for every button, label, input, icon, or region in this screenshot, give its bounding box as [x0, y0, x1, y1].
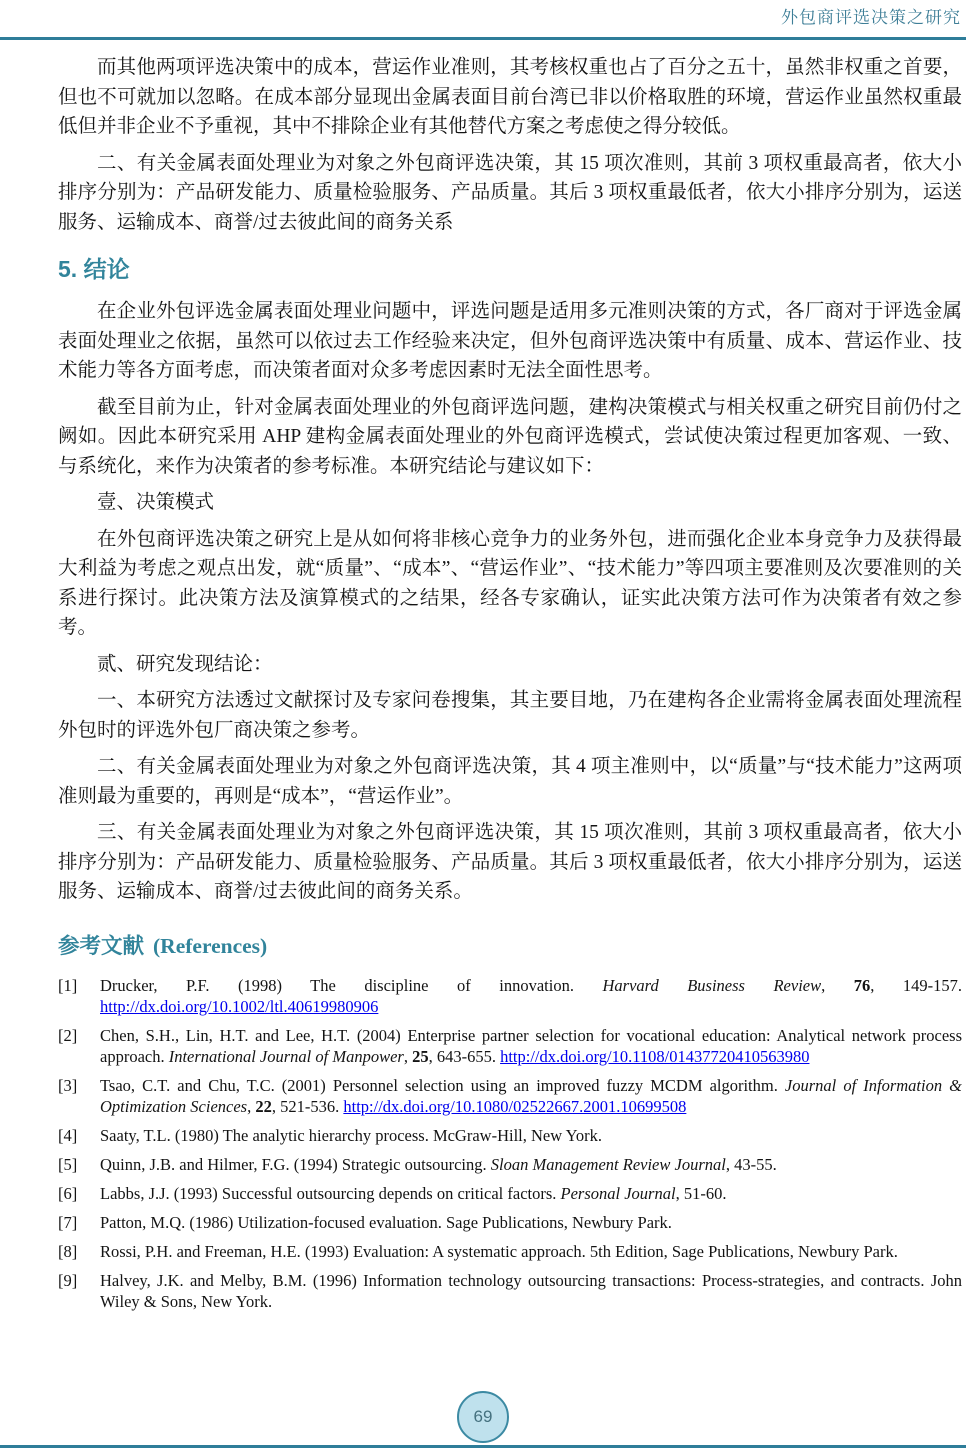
reference-text	[100, 1241, 962, 1262]
reference-segment: , 521-536.	[271, 1096, 344, 1116]
paragraph: 壹、决策模式	[97, 492, 215, 513]
paragraph: 贰、研究发现结论：	[97, 653, 273, 675]
reference-text	[100, 1154, 962, 1175]
reference-segment: Personal Journal	[560, 1183, 676, 1203]
reference-item	[58, 1154, 962, 1175]
reference-segment: Halvey, J.K. and Melby, B.M. (1996) Information technology outsourcing transactions: Process-strategies, and contracts. John Wiley & Sons, New York.	[100, 1270, 962, 1311]
doi-link[interactable]: http://dx.doi.org/10.1080/02522667.2001.10699508	[343, 1096, 687, 1116]
reference-segment: ,	[821, 975, 854, 995]
reference-segment: Sloan Management Review Journal	[490, 1154, 726, 1174]
reference-item	[58, 1183, 962, 1204]
reference-item	[58, 1075, 962, 1117]
paragraph: 而其他两项评选决策中的成本，营运作业准则，其考核权重也占了百分之五十，虽然非权重之首要，但也不可就加以忽略。在成本部分显现出金属表面目前台湾已非以价格取胜的环境，营运作业虽然权重最低但并非企业不予重视，其中不排除企业有其他替代方案之考虑使之得分较低。	[58, 57, 962, 137]
page-number: 69	[473, 1407, 493, 1426]
reference-text	[100, 1183, 962, 1204]
reference-text	[100, 1212, 962, 1233]
reference-segment: 25	[412, 1046, 429, 1066]
paragraph: 一、本研究方法透过文献探讨及专家问卷搜集，其主要目地，乃在建构各企业需将金属表面处理流程外包时的评选外包厂商决策之参考。	[58, 690, 962, 741]
reference-number: [5]	[58, 1154, 78, 1174]
reference-segment: Labbs, J.J. (1993) Successful outsourcing depends on critical factors.	[100, 1183, 561, 1203]
paragraph: 截至目前为止，针对金属表面处理业的外包商评选问题，建构决策模式与相关权重之研究目前仍付之阙如。因此本研究采用 AHP 建构金属表面处理业的外包商评选模式，尝试使决策过程更加客观、一致、与系统化，来作为决策者的参考标准。本研究结论与建议如下：	[58, 396, 962, 477]
header-rule	[0, 37, 966, 40]
reference-number: [1]	[58, 975, 78, 995]
reference-segment: Saaty, T.L. (1980) The analytic hierarchy process. McGraw-Hill, New York.	[100, 1125, 603, 1145]
reference-text	[100, 1075, 962, 1117]
reference-item	[58, 1212, 962, 1233]
reference-number: [2]	[58, 1025, 78, 1045]
reference-segment: Rossi, P.H. and Freeman, H.E. (1993) Evaluation: A systematic approach. 5th Edition, Sage Publications, Newbury Park.	[100, 1241, 898, 1261]
reference-number: [7]	[58, 1212, 78, 1232]
reference-segment: 76	[853, 975, 871, 995]
reference-number: [8]	[58, 1241, 78, 1261]
reference-segment: ,	[247, 1096, 256, 1116]
reference-number: [4]	[58, 1125, 78, 1145]
doi-link[interactable]: http://dx.doi.org/10.1108/01437720410563980	[500, 1046, 810, 1066]
reference-segment: International Journal of Manpower	[168, 1046, 404, 1066]
reference-text	[100, 1125, 962, 1146]
running-head-title: 外包商评选决策之研究	[781, 8, 961, 27]
page-number-badge	[457, 1391, 509, 1443]
reference-item	[58, 1125, 962, 1146]
reference-text	[100, 1270, 962, 1312]
reference-item	[58, 1270, 962, 1312]
reference-text	[100, 1025, 962, 1067]
reference-segment: Quinn, J.B. and Hilmer, F.G. (1994) Strategic outsourcing.	[100, 1154, 491, 1174]
reference-number: [3]	[58, 1075, 78, 1095]
reference-segment: , 51-60.	[675, 1183, 727, 1203]
references-heading	[58, 929, 962, 960]
body-text	[58, 53, 962, 907]
references-heading-en: (References)	[153, 933, 268, 958]
page-content	[58, 53, 962, 1320]
paragraph: 在企业外包评选金属表面处理业问题中，评选问题是适用多元准则决策的方式，各厂商对于评选金属表面处理业之依据，虽然可以依过去工作经验来决定，但外包商评选决策中有质量、成本、营运作业、技术能力等各方面考虑，而决策者面对众多考虑因素时无法全面性思考。	[58, 301, 962, 381]
reference-segment: ,	[403, 1046, 413, 1066]
reference-segment: 22	[255, 1096, 272, 1116]
reference-segment: , 643-655.	[428, 1046, 501, 1066]
page-header	[0, 3, 961, 28]
reference-item	[58, 975, 962, 1017]
reference-text	[100, 975, 962, 1017]
reference-number: [9]	[58, 1270, 78, 1290]
reference-segment: Journal of Information & Optimization Sciences	[100, 1075, 962, 1116]
reference-segment: Drucker, P.F. (1998) The discipline of innovation.	[100, 975, 603, 995]
paragraph: 在外包商评选决策之研究上是从如何将非核心竞争力的业务外包，进而强化企业本身竞争力及获得最大利益为考虑之观点出发，就“质量”、“成本”、“营运作业”、“技术能力”等四项主要准则及次要准则的关系进行探讨。此决策方法及演算模式的之结果，经各专家确认，证实此决策方法可作为决策者有效之参考。	[58, 528, 962, 638]
paragraph: 二、有关金属表面处理业为对象之外包商评选决策，其 4 项主准则中，以“质量”与“技术能力”这两项准则最为重要的，再则是“成本”，“营运作业”。	[58, 756, 962, 807]
section-heading: 5. 结论	[58, 256, 130, 282]
paragraph: 三、有关金属表面处理业为对象之外包商评选决策，其 15 项次准则，其前 3 项权重最高者，依大小排序分别为：产品研发能力、质量检验服务、产品质量。其后 3 项权重最低者，依大小排序分别为，运送服务、运输成本、商誉/过去彼此间的商务关系。	[58, 822, 962, 902]
reference-segment: Chen, S.H., Lin, H.T. and Lee, H.T. (2004) Enterprise partner selection for vocational education: Analytical network process approach.	[100, 1025, 962, 1066]
reference-segment: , 149-157.	[870, 975, 963, 995]
reference-segment: Tsao, C.T. and Chu, T.C. (2001) Personnel selection using an improved fuzzy MCDM algorithm.	[100, 1075, 785, 1095]
reference-item	[58, 1241, 962, 1262]
doi-link[interactable]: http://dx.doi.org/10.1002/ltl.40619980906	[100, 996, 379, 1016]
references-list	[58, 975, 962, 1312]
reference-item	[58, 1025, 962, 1067]
reference-number: [6]	[58, 1183, 78, 1203]
paragraph: 二、有关金属表面处理业为对象之外包商评选决策，其 15 项次准则，其前 3 项权重最高者，依大小排序分别为：产品研发能力、质量检验服务、产品质量。其后 3 项权重最低者，依大小排序分别为，运送服务、运输成本、商誉/过去彼此间的商务关系	[58, 152, 962, 233]
references-heading-zh: 参考文献	[58, 933, 145, 958]
reference-segment: Patton, M.Q. (1986) Utilization-focused evaluation. Sage Publications, Newbury Park.	[100, 1212, 672, 1232]
reference-segment: , 43-55.	[725, 1154, 777, 1174]
reference-segment: Harvard Business Review	[602, 975, 822, 995]
